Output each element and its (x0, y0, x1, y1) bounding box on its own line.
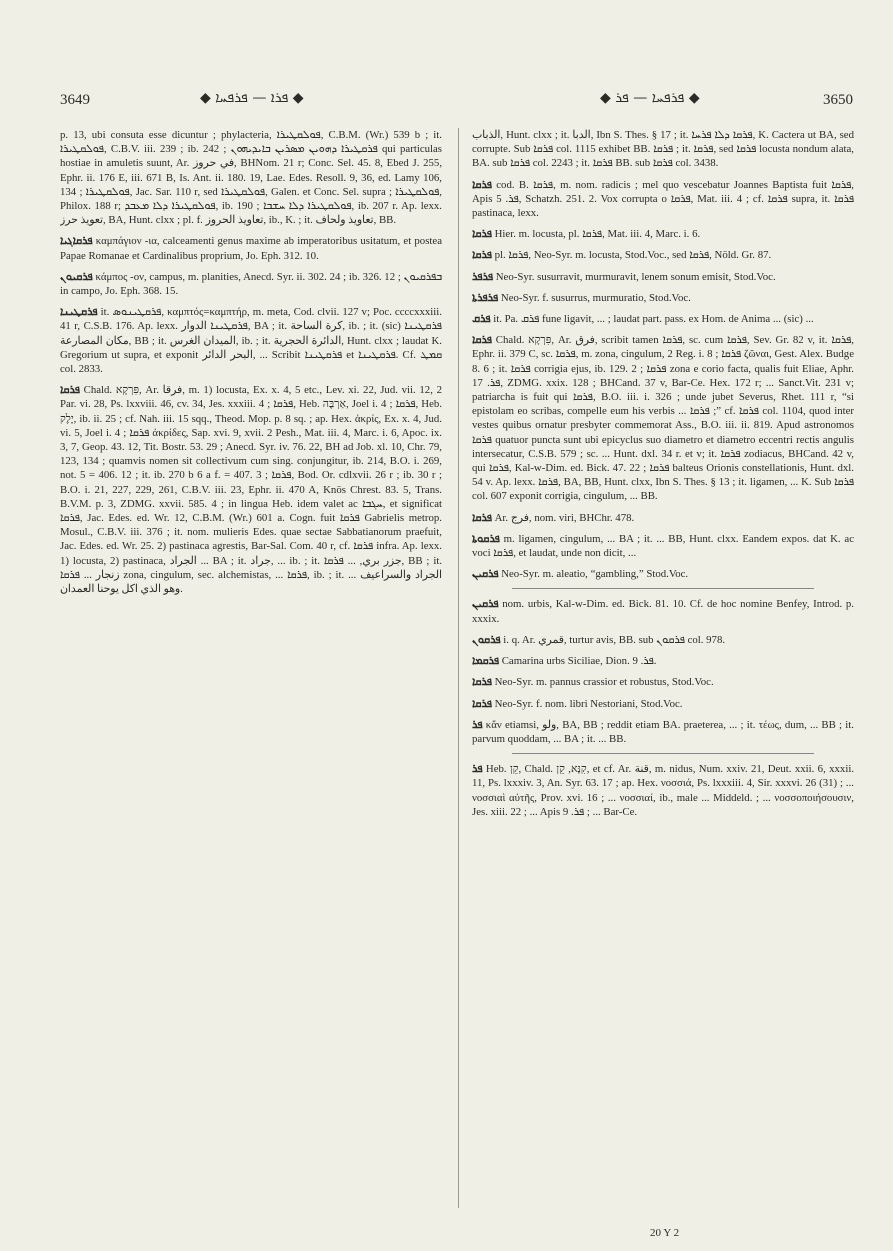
entry-lemma: ܦܪܩܛܝܢܐ (60, 306, 98, 319)
dictionary-entry (472, 333, 854, 503)
entry-text: κἄν etiamsi, ولو, BA, BB ; reddit etiam BA. praeterea, ... ; it. τέως, dum, ... BB ; it. parvum quoddam, ... BA ; it. ... BB. (472, 718, 854, 745)
text-columns (60, 128, 860, 1208)
entry-text: κάμπος -ον, campus, m. planities, Anecd. Syr. ii. 302. 24 ; ib. 326. 12 ; ܒܦܪܩܝܘܢ in campo, Jo. Eph. 368. 15. (60, 270, 442, 298)
dictionary-entry (472, 291, 854, 305)
entry-text: Chald. פִּרְקָא, Ar. فرق, scribit tamen ܦܪܩܐ, sc. cum ܦܪܩܐ, Sev. Gr. 82 v, it. ܦܪܩܐ, Ephr. ii. 379 C, sc. ܦܪܩܐ, m. zona, cingulum, 2 Reg. i. 8 ; ܦܪܩܐ ζῶναι, Gest. Alex. Budge 8. 6 ; it. ܦܪܩܐ corrigia ejus, ib. 129. 2 ; ܦܪܩܐ zona e corio facta, qualis fuit Eliae, Aphr. ܦܪ. 17, ZDMG. xxix. 128 ; BHCand. 37 v, Bar-Ce. Hex. 172 r; ... Sanct.Vit. 231 v; patriarcha is fuit qui ܦܪܩܐ, B.O. iii. i. 326 ; unde jubet Severus, Rhet. 111 r, “si epistolam eo scribas, compelle eum his verbis ... ܦܪܩܐ ;” cf. ܦܪܩܐ col. 1104, quod inter vestes quibus ornatur presbyter commemorat Ass., B.O. iii. ii. 819. Apud astronomos ܦܪܩܐ quatuor puncta sunt ubi epicyclus suo diametro et diametro eccentri rectis angulis intersecatur, C.S.B. 579 ; sc. ... Hunt. dxl. 34 r. et v; it. ܦܪܩܐ zodiacus, BHCand. 42 v, qui ܦܪܩܐ, Kal-w-Dim. ed. Bick. 47. 22 ; ܦܪܩܐ balteus Orionis constellationis, Hunt. dxl. 54 v. Ap. lexx. ܦܪܩܐ, BA, BB, Hunt. clxx, Ibn S. Thes. § 13 ; it. ligamen, ... K. Sub ܦܪܩܐ col. 607 exponit corrigia, cingulum, ... BB. (472, 334, 854, 503)
dictionary-entry (472, 762, 854, 819)
entry-lemma: ܦܪܩܡܐ (472, 655, 500, 668)
page-header (60, 88, 853, 112)
dictionary-entry (472, 511, 854, 525)
entry-lemma: ܦܪܩܘܢ (472, 633, 501, 646)
dictionary-entry (472, 567, 854, 581)
dictionary-entry (60, 128, 442, 227)
entry-lemma: ܦܪܩܐ (472, 228, 492, 241)
dictionary-entry (472, 675, 854, 689)
entry-text: Heb. קֵן, Chald. קִנָּא, קֵן, et cf. Ar. قنة, m. nidus, Num. xxiv. 21, Deut. xxii. 6, xxxii. 11, Ps. lxxxiv. 3, An. Syr. 63. 17 ; ap. Hex. νοσσιά, Ps. lxxxiii. 4, Sir. xxxvi. 26 (31) ; ... νοσσιαὶ αὐτῆς, Prov. xvi. 16 ; ... νοσσιαί, ib., male ... Middeld. ; ... νοσσοποιήσουσιν, Jes. xiii. 22 ; ... Apis ܦܪ. 9 ; ... Bar-Ce. (472, 763, 854, 818)
entry-text: Ar. فرج, nom. viri, BHChr. 478. (494, 511, 635, 524)
entry-text: it. ܦܪܩܛܝܢܘܣ, καμπτός=καμπτήρ, m. meta, Cod. clvii. 127 v; Poc. ccccxxxiii. 41 r, C.S.B. 176. Ap. lexx. ܦܪܩܛܝܢܐ الدوار, BA ; it. كرة الساحة, ib. ; it. (sic) ܦܪܩܛܝܢܐ مكان المصارعة, BB ; it. الميدان الغرس, ib. ; it. الدائرة الحجرية, Hunt. clxx ; laudat K. Gregorium ut supra, et exponit البحر الدائر, ... Scribit ܦܪܩܛܝܢܐ et ܦܪܩܛܝܢܐ. Cf. ܩܡܛ col. 2833. (60, 306, 442, 376)
dictionary-entry (472, 697, 854, 711)
entry-text: cod. B. ܦܪܩܐ, m. nom. radicis ; mel quo vescebatur Joannes Baptista fuit ܦܪܩܐ, Apis ܦܪ. 5, Schatzh. 251. 2. Vox corrupta o ܦܪܩܐ, Mat. iii. 4 ; cf. ܦܪܩܐ supra, it. ܦܪܩܐ pastinaca, lexx. (472, 178, 854, 220)
section-separator (512, 588, 814, 589)
entry-lemma: ܦܪܩܐܓܝܐ (60, 235, 93, 248)
entry-lemma: ܦܪܩܐ (472, 249, 492, 262)
right-column (472, 128, 854, 1208)
entry-lemma: ܦܪ (472, 718, 483, 731)
signature-mark: 20 Y 2 (650, 1227, 680, 1239)
entry-text: Neo-Syr. m. pannus crassior et robustus, Stod.Voc. (494, 676, 714, 689)
entry-text: Neo-Syr. susurravit, murmuravit, lenem sonum emisit, Stod.Voc. (495, 270, 776, 283)
left-page-number: 3649 (60, 92, 90, 108)
entry-text: Neo-Syr. m. aleatio, “gambling,” Stod.Voc. (501, 568, 689, 581)
entry-text: it. Pa. ܦܪܩ fune ligavit, ... ; laudat part. pass. ex Hom. de Anima ... (sic) ... (493, 313, 814, 326)
dictionary-entry (472, 178, 854, 221)
dictionary-entry (60, 383, 442, 596)
entry-lemma: ܦܪܩܐ (472, 676, 492, 689)
dictionary-entry (472, 654, 854, 668)
entry-text: m. ligamen, cingulum, ... BA ; it. ... BB, Hunt. clxx. Eandem expos. dat K. ac voci ܦܪܩܐ, et laudat, unde non dicit, ... (472, 532, 854, 560)
entry-lemma: ܦܪܩܐ (60, 384, 80, 397)
dictionary-entry (472, 633, 854, 647)
dictionary-entry (472, 128, 854, 171)
entry-lemma: ܦܪܩܝܢ (472, 568, 499, 581)
entry-text: الذباب, Hunt. clxx ; it. الدبا, Ibn S. Thes. § 17 ; it. ܦܪܩܐ ܕܠܐ ܦܪܚܐ, K. Cactera ut BA, sed corrupte. Sub ܦܪܩܐ col. 1115 exhibet BB. ܦܪܩܐ ; it. ܦܪܩܐ, sed ܦܪܩܐ locusta nondum alata, BA. sub ܦܪܩܐ col. 2243 ; it. ܦܪܩܐ BB. sub ܦܪܩܐ col. 3438. (472, 129, 854, 170)
entry-lemma: ܦܪܩ (472, 313, 491, 326)
column-divider (458, 128, 459, 1208)
dictionary-entry (60, 234, 442, 262)
entry-lemma: ܦܪܩܝܘܢ (60, 270, 93, 283)
left-column (60, 128, 442, 1208)
entry-text: i. q. Ar. قمري, turtur avis, BB. sub ܦܪܩܘܢ col. 978. (503, 633, 726, 646)
right-page-number: 3650 (823, 92, 853, 108)
entry-lemma: ܦܪܩܝܢ (472, 598, 499, 611)
dictionary-entry (472, 312, 854, 326)
dictionary-entry (472, 597, 854, 625)
right-running-head: ◆ ܦܪܦܚܐ — ܦܪ ◆ (600, 90, 700, 106)
dictionary-entry (472, 227, 854, 241)
dictionary-entry (472, 718, 854, 746)
dictionary-entry (472, 532, 854, 560)
entry-lemma: ܦܪܩܐ (472, 511, 492, 524)
left-running-head: ◆ ܦܪܐ — ܦܪܦܚܐ ◆ (200, 90, 304, 106)
entry-text: Neo-Syr. f. susurrus, murmuratio, Stod.Voc. (500, 291, 691, 304)
entry-text: p. 13, ubi consuta esse dicuntur ; phylacteria, ܦܘܠܩܛܝܪܐ, C.B.M. (Wr.) 539 b ; it. ܦܘܠܩܛܝܪܐ, C.B.V. iii. 239 ; ib. 242 ; ܦܪܩܛܝܪܐ ܕܗܘܝܢ ܡܣܪܝܢ ܒܐܝܕܝܗܘܢ qui particulas hostiae in amuletis suunt, Ar. في حروز, BHNom. 21 r; Conc. Sel. 45. 8, Ebed J. 255, Ephr. ii. 176 E, iii. 671 B, Is. Ant. ii. 180. 19, Lae. Edes. Resoll. 9, 36, ed. Lamy 106, 134 ; ܦܘܠܩܛܝܪܐ, Jac. Sar. 110 r, sed ܦܘܠܩܛܝܪܐ, Galen. et Conc. Sel. supra ; ܦܘܠܩܛܝܪܐ, Philox. 188 r; ܦܘܠܩܛܝܪܐ ܕܠܐ ܡܥܒܕ, ib. 190 ; ܦܘܠܩܛܝܪܐ ܕܠܐ ܚܫܒܐ, ib. 207 r. Ap. lexx. تعويذ حرز, BA, Hunt. clxx ; pl. f. تعاويذ الحروز, ib., K. ; it. تعاويذ ولحاف, BB. (60, 129, 442, 227)
entry-lemma: ܦܪܩܐ (472, 697, 492, 710)
entry-lemma: ܦܪܩܘܬܐ (472, 532, 500, 545)
entry-lemma: ܦܪܦܪܬܐ (472, 291, 499, 304)
entry-lemma: ܦܪܩܐ (472, 178, 492, 191)
entry-text: Camarina urbs Siciliae, Dion. ܦܪ. 9. (501, 655, 657, 668)
entry-text: Hier. m. locusta, pl. ܦܪܩܐ, Mat. iii. 4, Marc. i. 6. (494, 228, 701, 241)
dictionary-entry (60, 270, 442, 298)
entry-text: καμπάγιον -ια, calceamenti genus maxime ab imperatoribus usitatum, et postea Papae Romanae et Cardinalibus proprium, Jo. Eph. 312. 10. (60, 235, 442, 262)
dictionary-entry (60, 305, 442, 376)
entry-text: Neo-Syr. f. nom. libri Nestoriani, Stod.Voc. (494, 697, 683, 710)
dictionary-entry (472, 270, 854, 284)
entry-text: Chald. פִּרְקָא, Ar. فرقا, m. 1) locusta, Ex. x. 4, 5 etc., Lev. xi. 22, Jud. vii. 12, 2 Par. vi. 28, Ps. lxxviii. 46, cv. 34, Jes. xxxiii. 4 ; ܦܪܩܐ, Heb. אַרְבֶּה, Joel i. 4 ; ܦܪܩܐ, Heb. יֶלֶק, ib. ii. 25 ; cf. Nah. iii. 15 sqq., Theod. Mop. p. 8 sq. ; ap. Hex. ἀκρίς, Ex. x. 4, Jud. vi. 5, Joel i. 4 ; ܦܪܩܐ ἀκρίδες, Sap. xvi. 9, xvii. 2 Pesh., Mat. iii. 4, Marc. i. 6, Apoc. ix. 3, 7, Geop. 43. 12, Tit. Bostr. 53. 29 ; Anecd. Syr. iv. 76. 22, BH ad Job. xl. 10, Chr. 79, 123, 134 ; quamvis nomen sit collectivum cum sing. conjungitur, ib. 214, B.O. i. 269, not. 5 = 406. 12 ; it. ib. 270 b 6 a f. = 407. 3 ; ܦܪܩܐ, Bod. Or. cdlxvii. 26 r ; ib. 30 r ; B.O. i. 21, 227, 229, 261, C.B.V. iii. 23, Ephr. ii. 470 A, Knös Chrest. 83. 5, Trans. B.V.M. p. 3, ZDMG. xxvii. 585. 4 ; in lingua Heb. idem valet ac ܚܓܒܐ, et significat ܦܪܩܐ, Jac. Edes. ed. Wr. 12, C.B.M. (Wr.) 601 a. Cogn. fuit ܦܪܩܐ Gabrielis metrop. Mosul., C.B.V. iii. 376 ; it. nom. mulieris Edes. quae sectae Sabbatianorum praefuit, Jac. Edes. ed. Wr. 25. 2) pastinaca agrestis, Bar-Sal. Com. 40 r, cf. ܦܪܩܐ infra. Ap. lexx. 1) locusta, 2) pastinaca, الجراد ... BA ; it. جراد, ... ib. ; it. جزر بري, ... ܦܪܩܐ, BB ; it. زنجار ... ܦܪܩܐ zona, cingulum, sec. alchemistas, ... ܦܪܩܐ, ib. ; it. الجراد والسراعيف ... وهو الذي اكل يوحنا العمدان. (60, 384, 442, 596)
entry-lemma: ܦܪܦܪ (472, 270, 494, 283)
section-separator (512, 753, 814, 754)
dictionary-entry (472, 248, 854, 262)
entry-lemma: ܦܪܩܐ (472, 334, 492, 347)
entry-text: nom. urbis, Kal-w-Dim. ed. Bick. 81. 10. Cf. de hoc nomine Benfey, Introd. p. xxxix. (472, 598, 854, 625)
entry-lemma: ܦܪ (472, 763, 483, 776)
entry-text: pl. ܦܪܩܐ, Neo-Syr. m. locusta, Stod.Voc., sed ܦܪܩܐ, Nöld. Gr. 87. (494, 249, 772, 262)
